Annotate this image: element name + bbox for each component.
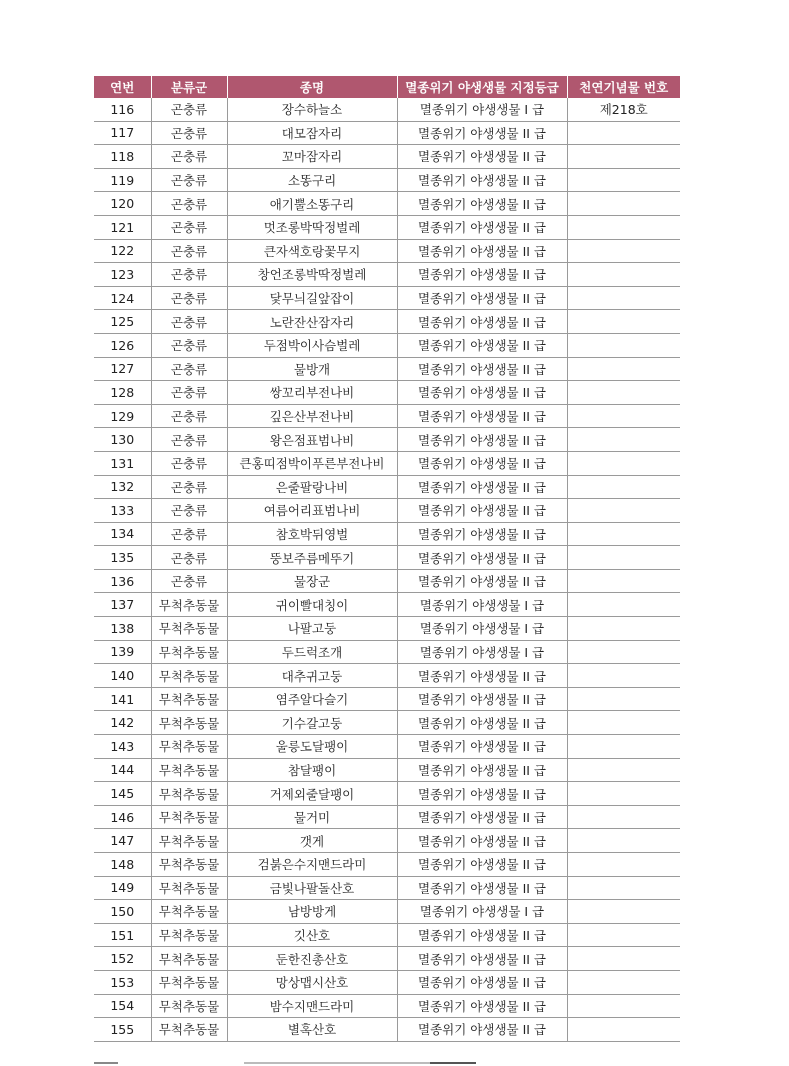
cell-endangered-grade: 멸종위기 야생생물 I 급 — [397, 593, 567, 617]
cell-natural-monument-number — [567, 970, 680, 994]
table-row — [94, 451, 680, 475]
cell-endangered-grade: 멸종위기 야생생물 II 급 — [397, 310, 567, 334]
cell-endangered-grade: 멸종위기 야생생물 II 급 — [397, 381, 567, 405]
cell-endangered-grade: 멸종위기 야생생물 I 급 — [397, 640, 567, 664]
footer-decoration — [94, 1062, 118, 1064]
cell-taxon-group: 곤충류 — [151, 215, 227, 239]
cell-endangered-grade: 멸종위기 야생생물 II 급 — [397, 121, 567, 145]
cell-taxon-group: 무척추동물 — [151, 687, 227, 711]
cell-endangered-grade: 멸종위기 야생생물 II 급 — [397, 286, 567, 310]
cell-natural-monument-number — [567, 876, 680, 900]
cell-species-name: 애기뿔소똥구리 — [227, 192, 397, 216]
cell-species-name: 참호박뒤영벌 — [227, 522, 397, 546]
cell-serial-number: 152 — [94, 947, 151, 971]
cell-taxon-group: 곤충류 — [151, 263, 227, 287]
cell-endangered-grade: 멸종위기 야생생물 II 급 — [397, 522, 567, 546]
cell-taxon-group: 무척추동물 — [151, 947, 227, 971]
cell-serial-number: 120 — [94, 192, 151, 216]
cell-serial-number: 137 — [94, 593, 151, 617]
cell-natural-monument-number — [567, 829, 680, 853]
table-row — [94, 263, 680, 287]
cell-endangered-grade: 멸종위기 야생생물 II 급 — [397, 1018, 567, 1042]
page-footer-strip — [94, 1060, 680, 1066]
table-row — [94, 145, 680, 169]
cell-endangered-grade: 멸종위기 야생생물 I 급 — [397, 900, 567, 924]
cell-taxon-group: 곤충류 — [151, 522, 227, 546]
cell-natural-monument-number — [567, 569, 680, 593]
cell-species-name: 두점박이사슴벌레 — [227, 333, 397, 357]
cell-natural-monument-number — [567, 923, 680, 947]
table-row — [94, 499, 680, 523]
cell-natural-monument-number — [567, 475, 680, 499]
cell-species-name: 멋조롱박딱정벌레 — [227, 215, 397, 239]
table-row — [94, 546, 680, 570]
cell-natural-monument-number — [567, 428, 680, 452]
cell-species-name: 울릉도달팽이 — [227, 735, 397, 759]
cell-taxon-group: 무척추동물 — [151, 782, 227, 806]
cell-natural-monument-number — [567, 239, 680, 263]
table-row — [94, 286, 680, 310]
cell-species-name: 꼬마잠자리 — [227, 145, 397, 169]
cell-serial-number: 151 — [94, 923, 151, 947]
table-body — [94, 98, 680, 1041]
table-row — [94, 758, 680, 782]
cell-natural-monument-number — [567, 593, 680, 617]
cell-natural-monument-number — [567, 121, 680, 145]
cell-species-name: 두드럭조개 — [227, 640, 397, 664]
cell-natural-monument-number — [567, 404, 680, 428]
cell-serial-number: 116 — [94, 98, 151, 121]
cell-natural-monument-number — [567, 805, 680, 829]
header-endangered-grade: 멸종위기 야생생물 지정등급 — [397, 76, 567, 98]
cell-species-name: 별혹산호 — [227, 1018, 397, 1042]
cell-species-name: 검붉은수지맨드라미 — [227, 853, 397, 877]
cell-natural-monument-number — [567, 735, 680, 759]
cell-taxon-group: 무척추동물 — [151, 853, 227, 877]
cell-serial-number: 129 — [94, 404, 151, 428]
cell-natural-monument-number — [567, 522, 680, 546]
cell-natural-monument-number — [567, 1018, 680, 1042]
cell-natural-monument-number — [567, 640, 680, 664]
cell-serial-number: 140 — [94, 664, 151, 688]
table-row — [94, 923, 680, 947]
table-row — [94, 98, 680, 121]
cell-species-name: 기수갈고둥 — [227, 711, 397, 735]
cell-endangered-grade: 멸종위기 야생생물 II 급 — [397, 357, 567, 381]
cell-taxon-group: 무척추동물 — [151, 829, 227, 853]
cell-serial-number: 148 — [94, 853, 151, 877]
cell-species-name: 밤수지맨드라미 — [227, 994, 397, 1018]
cell-taxon-group: 곤충류 — [151, 404, 227, 428]
cell-natural-monument-number — [567, 994, 680, 1018]
table-row — [94, 711, 680, 735]
table-row — [94, 428, 680, 452]
cell-taxon-group: 곤충류 — [151, 381, 227, 405]
cell-endangered-grade: 멸종위기 야생생물 II 급 — [397, 687, 567, 711]
cell-natural-monument-number — [567, 947, 680, 971]
cell-taxon-group: 무척추동물 — [151, 805, 227, 829]
cell-taxon-group: 곤충류 — [151, 428, 227, 452]
cell-taxon-group: 무척추동물 — [151, 923, 227, 947]
cell-serial-number: 153 — [94, 970, 151, 994]
cell-taxon-group: 곤충류 — [151, 451, 227, 475]
cell-endangered-grade: 멸종위기 야생생물 II 급 — [397, 215, 567, 239]
cell-serial-number: 121 — [94, 215, 151, 239]
cell-taxon-group: 곤충류 — [151, 569, 227, 593]
cell-endangered-grade: 멸종위기 야생생물 II 급 — [397, 994, 567, 1018]
table-header — [94, 76, 680, 98]
cell-endangered-grade: 멸종위기 야생생물 II 급 — [397, 239, 567, 263]
table-row — [94, 215, 680, 239]
cell-species-name: 대모잠자리 — [227, 121, 397, 145]
cell-natural-monument-number — [567, 145, 680, 169]
header-taxon-group: 분류군 — [151, 76, 227, 98]
table-row — [94, 805, 680, 829]
cell-endangered-grade: 멸종위기 야생생물 II 급 — [397, 947, 567, 971]
cell-species-name: 뚱보주름메뚜기 — [227, 546, 397, 570]
table-row — [94, 687, 680, 711]
cell-endangered-grade: 멸종위기 야생생물 II 급 — [397, 404, 567, 428]
cell-endangered-grade: 멸종위기 야생생물 II 급 — [397, 145, 567, 169]
cell-natural-monument-number — [567, 711, 680, 735]
cell-natural-monument-number — [567, 263, 680, 287]
cell-serial-number: 119 — [94, 168, 151, 192]
cell-endangered-grade: 멸종위기 야생생물 II 급 — [397, 853, 567, 877]
table-row — [94, 569, 680, 593]
cell-endangered-grade: 멸종위기 야생생물 II 급 — [397, 569, 567, 593]
cell-endangered-grade: 멸종위기 야생생물 II 급 — [397, 711, 567, 735]
cell-endangered-grade: 멸종위기 야생생물 II 급 — [397, 499, 567, 523]
cell-taxon-group: 곤충류 — [151, 357, 227, 381]
cell-endangered-grade: 멸종위기 야생생물 II 급 — [397, 829, 567, 853]
cell-serial-number: 134 — [94, 522, 151, 546]
cell-taxon-group: 무척추동물 — [151, 900, 227, 924]
cell-serial-number: 124 — [94, 286, 151, 310]
cell-endangered-grade: 멸종위기 야생생물 II 급 — [397, 475, 567, 499]
table-row — [94, 900, 680, 924]
cell-taxon-group: 곤충류 — [151, 121, 227, 145]
cell-natural-monument-number — [567, 333, 680, 357]
cell-serial-number: 123 — [94, 263, 151, 287]
cell-serial-number: 126 — [94, 333, 151, 357]
cell-natural-monument-number — [567, 758, 680, 782]
cell-species-name: 여름어리표범나비 — [227, 499, 397, 523]
cell-serial-number: 135 — [94, 546, 151, 570]
cell-serial-number: 128 — [94, 381, 151, 405]
cell-taxon-group: 무척추동물 — [151, 711, 227, 735]
cell-serial-number: 142 — [94, 711, 151, 735]
header-natural-monument-number: 천연기념물 번호 — [567, 76, 680, 98]
cell-serial-number: 127 — [94, 357, 151, 381]
header-row — [94, 76, 680, 98]
cell-endangered-grade: 멸종위기 야생생물 II 급 — [397, 428, 567, 452]
table-row — [94, 593, 680, 617]
cell-serial-number: 132 — [94, 475, 151, 499]
cell-taxon-group: 무척추동물 — [151, 758, 227, 782]
cell-serial-number: 125 — [94, 310, 151, 334]
cell-natural-monument-number — [567, 286, 680, 310]
cell-natural-monument-number — [567, 168, 680, 192]
cell-species-name: 은줄팔랑나비 — [227, 475, 397, 499]
cell-endangered-grade: 멸종위기 야생생물 II 급 — [397, 923, 567, 947]
table-row — [94, 239, 680, 263]
cell-natural-monument-number — [567, 310, 680, 334]
cell-species-name: 둔한진총산호 — [227, 947, 397, 971]
cell-species-name: 망상맵시산호 — [227, 970, 397, 994]
cell-serial-number: 117 — [94, 121, 151, 145]
cell-endangered-grade: 멸종위기 야생생물 II 급 — [397, 664, 567, 688]
footer-decoration — [430, 1062, 476, 1064]
table-row — [94, 640, 680, 664]
cell-species-name: 노란잔산잠자리 — [227, 310, 397, 334]
cell-taxon-group: 무척추동물 — [151, 876, 227, 900]
cell-species-name: 염주알다슬기 — [227, 687, 397, 711]
table-row — [94, 168, 680, 192]
cell-taxon-group: 곤충류 — [151, 499, 227, 523]
cell-serial-number: 138 — [94, 617, 151, 641]
cell-endangered-grade: 멸종위기 야생생물 II 급 — [397, 876, 567, 900]
table-row — [94, 522, 680, 546]
cell-endangered-grade: 멸종위기 야생생물 II 급 — [397, 451, 567, 475]
table-row — [94, 970, 680, 994]
table-row — [94, 853, 680, 877]
cell-species-name: 닻무늬길앞잡이 — [227, 286, 397, 310]
cell-serial-number: 149 — [94, 876, 151, 900]
cell-species-name: 큰자색호랑꽃무지 — [227, 239, 397, 263]
cell-species-name: 참달팽이 — [227, 758, 397, 782]
cell-serial-number: 155 — [94, 1018, 151, 1042]
cell-endangered-grade: 멸종위기 야생생물 II 급 — [397, 758, 567, 782]
cell-endangered-grade: 멸종위기 야생생물 II 급 — [397, 970, 567, 994]
cell-species-name: 갯게 — [227, 829, 397, 853]
table-row — [94, 994, 680, 1018]
cell-species-name: 물거미 — [227, 805, 397, 829]
table-row — [94, 333, 680, 357]
table-row — [94, 192, 680, 216]
cell-serial-number: 144 — [94, 758, 151, 782]
table-row — [94, 357, 680, 381]
cell-taxon-group: 곤충류 — [151, 145, 227, 169]
cell-species-name: 소똥구리 — [227, 168, 397, 192]
cell-taxon-group: 곤충류 — [151, 475, 227, 499]
table-row — [94, 829, 680, 853]
table-row — [94, 617, 680, 641]
cell-endangered-grade: 멸종위기 야생생물 II 급 — [397, 546, 567, 570]
cell-species-name: 남방방게 — [227, 900, 397, 924]
cell-species-name: 깊은산부전나비 — [227, 404, 397, 428]
cell-serial-number: 141 — [94, 687, 151, 711]
cell-species-name: 깃산호 — [227, 923, 397, 947]
cell-species-name: 금빛나팔돌산호 — [227, 876, 397, 900]
cell-natural-monument-number — [567, 381, 680, 405]
cell-taxon-group: 곤충류 — [151, 239, 227, 263]
cell-serial-number: 154 — [94, 994, 151, 1018]
table-row — [94, 876, 680, 900]
cell-serial-number: 146 — [94, 805, 151, 829]
cell-taxon-group: 곤충류 — [151, 286, 227, 310]
table-row — [94, 475, 680, 499]
table-row — [94, 782, 680, 806]
cell-endangered-grade: 멸종위기 야생생물 II 급 — [397, 168, 567, 192]
cell-species-name: 귀이빨대칭이 — [227, 593, 397, 617]
cell-species-name: 쌍꼬리부전나비 — [227, 381, 397, 405]
cell-natural-monument-number — [567, 664, 680, 688]
cell-species-name: 창언조롱박딱정벌레 — [227, 263, 397, 287]
cell-taxon-group: 곤충류 — [151, 546, 227, 570]
cell-natural-monument-number — [567, 215, 680, 239]
cell-taxon-group: 무척추동물 — [151, 994, 227, 1018]
cell-natural-monument-number — [567, 546, 680, 570]
cell-taxon-group: 무척추동물 — [151, 970, 227, 994]
cell-taxon-group: 무척추동물 — [151, 664, 227, 688]
cell-endangered-grade: 멸종위기 야생생물 I 급 — [397, 98, 567, 121]
cell-taxon-group: 곤충류 — [151, 192, 227, 216]
cell-species-name: 물방개 — [227, 357, 397, 381]
cell-endangered-grade: 멸종위기 야생생물 II 급 — [397, 735, 567, 759]
cell-endangered-grade: 멸종위기 야생생물 II 급 — [397, 263, 567, 287]
cell-natural-monument-number — [567, 192, 680, 216]
cell-serial-number: 118 — [94, 145, 151, 169]
cell-serial-number: 150 — [94, 900, 151, 924]
table-row — [94, 310, 680, 334]
cell-natural-monument-number: 제218호 — [567, 98, 680, 121]
cell-species-name: 대추귀고둥 — [227, 664, 397, 688]
species-table — [94, 76, 680, 1042]
cell-taxon-group: 곤충류 — [151, 98, 227, 121]
cell-serial-number: 147 — [94, 829, 151, 853]
cell-species-name: 왕은점표범나비 — [227, 428, 397, 452]
cell-species-name: 거제외줄달팽이 — [227, 782, 397, 806]
cell-species-name: 장수하늘소 — [227, 98, 397, 121]
cell-taxon-group: 곤충류 — [151, 168, 227, 192]
cell-serial-number: 130 — [94, 428, 151, 452]
cell-endangered-grade: 멸종위기 야생생물 II 급 — [397, 805, 567, 829]
cell-taxon-group: 곤충류 — [151, 310, 227, 334]
cell-species-name: 큰홍띠점박이푸른부전나비 — [227, 451, 397, 475]
cell-taxon-group: 무척추동물 — [151, 735, 227, 759]
cell-natural-monument-number — [567, 499, 680, 523]
cell-taxon-group: 무척추동물 — [151, 1018, 227, 1042]
cell-natural-monument-number — [567, 782, 680, 806]
table-row — [94, 664, 680, 688]
cell-serial-number: 136 — [94, 569, 151, 593]
cell-endangered-grade: 멸종위기 야생생물 II 급 — [397, 333, 567, 357]
table-row — [94, 121, 680, 145]
table-row — [94, 381, 680, 405]
cell-species-name: 물장군 — [227, 569, 397, 593]
cell-natural-monument-number — [567, 853, 680, 877]
table-row — [94, 947, 680, 971]
cell-taxon-group: 무척추동물 — [151, 640, 227, 664]
cell-serial-number: 133 — [94, 499, 151, 523]
cell-species-name: 나팔고둥 — [227, 617, 397, 641]
cell-serial-number: 143 — [94, 735, 151, 759]
cell-taxon-group: 곤충류 — [151, 333, 227, 357]
cell-natural-monument-number — [567, 617, 680, 641]
cell-serial-number: 131 — [94, 451, 151, 475]
cell-endangered-grade: 멸종위기 야생생물 II 급 — [397, 782, 567, 806]
header-species-name: 종명 — [227, 76, 397, 98]
header-serial-number: 연번 — [94, 76, 151, 98]
table-row — [94, 404, 680, 428]
cell-endangered-grade: 멸종위기 야생생물 I 급 — [397, 617, 567, 641]
cell-taxon-group: 무척추동물 — [151, 593, 227, 617]
cell-natural-monument-number — [567, 451, 680, 475]
cell-natural-monument-number — [567, 900, 680, 924]
cell-natural-monument-number — [567, 687, 680, 711]
cell-serial-number: 122 — [94, 239, 151, 263]
table-row — [94, 1018, 680, 1042]
cell-endangered-grade: 멸종위기 야생생물 II 급 — [397, 192, 567, 216]
table-row — [94, 735, 680, 759]
cell-natural-monument-number — [567, 357, 680, 381]
cell-serial-number: 139 — [94, 640, 151, 664]
cell-taxon-group: 무척추동물 — [151, 617, 227, 641]
cell-serial-number: 145 — [94, 782, 151, 806]
